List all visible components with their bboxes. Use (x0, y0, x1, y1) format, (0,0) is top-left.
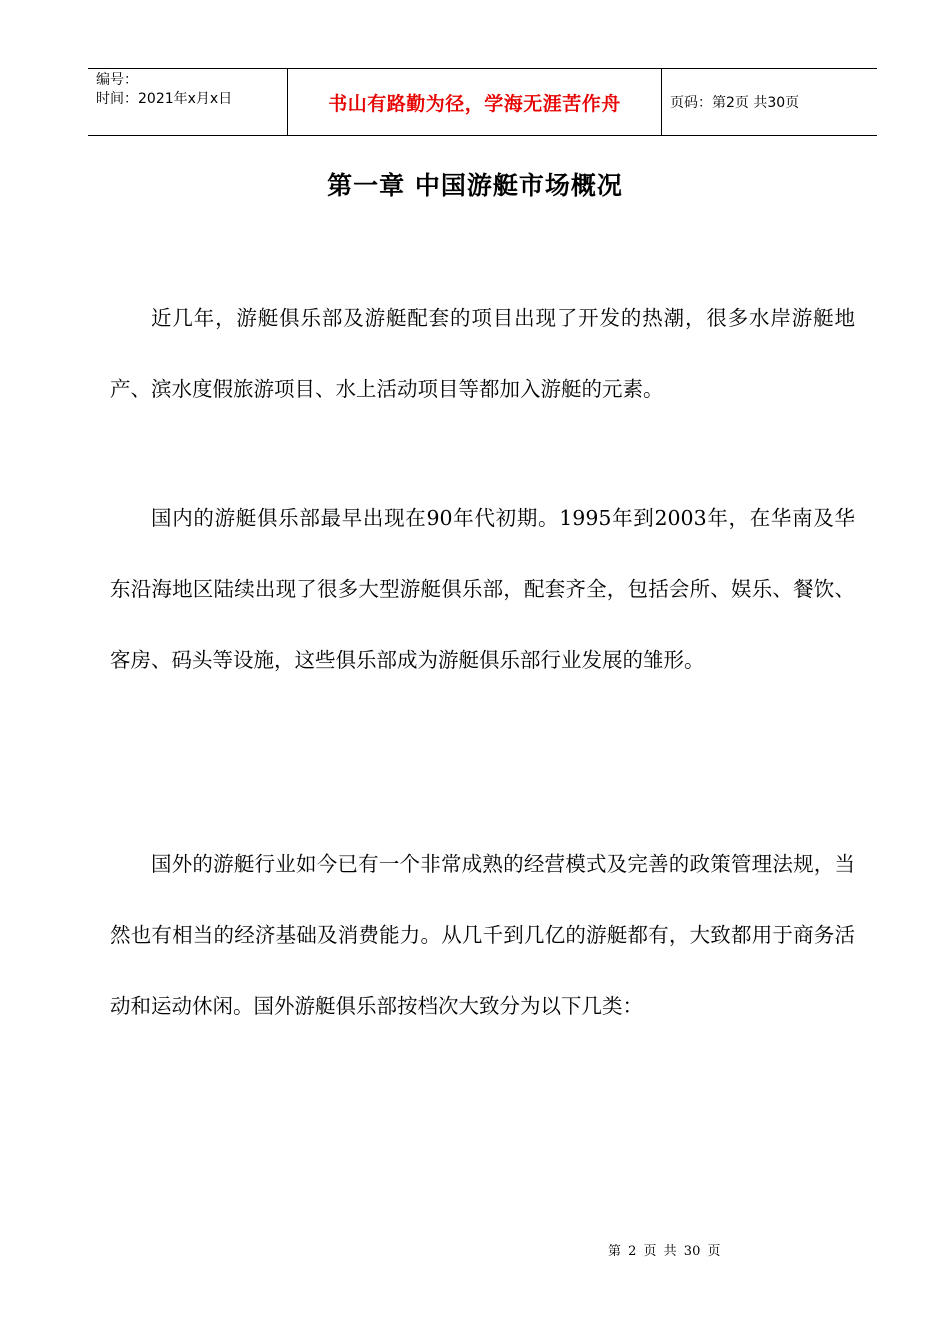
page-header (88, 68, 877, 136)
time-label: 时间：2021年x月x日 (96, 91, 233, 107)
chapter-title: 第一章 中国游艇市场概况 (327, 171, 623, 200)
paragraph-2: 国内的游艇俱乐部最早出现在90年代初期。1995年到2003年，在华南及华东沿海地区陆续出现了很多大型游艇俱乐部，配套齐全，包括会所、娱乐、餐饮、客房、码头等设施，这些俱乐部成为游艇俱乐部行业发展的雏形。 (110, 506, 855, 672)
number-label: 编号： (96, 72, 138, 88)
header-page-info: 页码：第2页 共30页 (670, 95, 800, 111)
header-meta-cell (88, 69, 288, 135)
paragraph-1: 近几年，游艇俱乐部及游艇配套的项目出现了开发的热潮，很多水岸游艇地产、滨水度假旅游项目、水上活动项目等都加入游艇的元素。 (110, 306, 855, 401)
page-footer: 第 2 页 共 30 页 (608, 1244, 721, 1259)
paragraph-3: 国外的游艇行业如今已有一个非常成熟的经营模式及完善的政策管理法规，当然也有相当的经济基础及消费能力。从几千到几亿的游艇都有，大致都用于商务活动和运动休闲。国外游艇俱乐部按档次大致分为以下几类： (110, 852, 855, 1018)
header-page-cell (662, 69, 877, 135)
header-motto-cell (288, 69, 662, 135)
header-motto: 书山有路勤为径，学海无涯苦作舟 (328, 92, 621, 115)
